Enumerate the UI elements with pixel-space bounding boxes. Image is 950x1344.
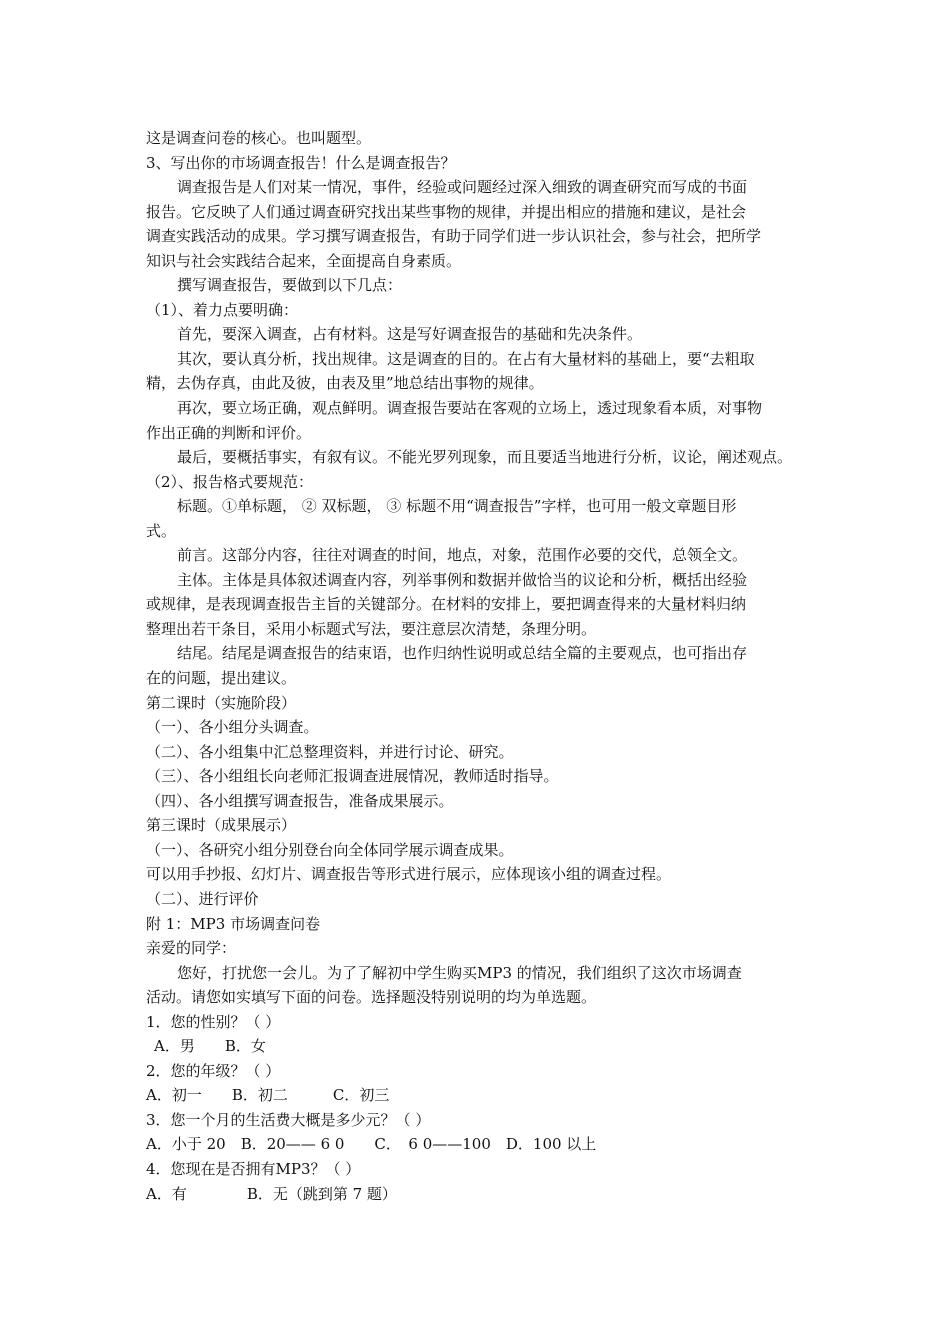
text-line: A．初一 B．初二 C．初三 <box>146 1086 390 1105</box>
text-line: 精，去伪存真，由此及彼，由表及里”地总结出事物的规律。 <box>146 374 544 393</box>
text-line: 前言。这部分内容，往往对调查的时间，地点，对象，范围作必要的交代，总领全文。 <box>177 546 748 565</box>
text-line: 在的问题，提出建议。 <box>146 669 297 688</box>
text-line: 结尾。结尾是调查报告的结束语，也作归纳性说明或总结全篇的主要观点，也可指出存 <box>177 644 748 663</box>
text-line: 报告。它反映了人们通过调查研究找出某些事物的规律，并提出相应的措施和建议，是社会 <box>146 202 747 221</box>
text-line: 或规律，是表现调查报告主旨的关键部分。在材料的安排上，要把调查得来的大量材料归纳 <box>146 595 747 614</box>
text-line: 标题。①单标题， ② 双标题， ③ 标题不用“调查报告”字样，也可用一般文章题目形 <box>177 497 737 516</box>
text-line: 作出正确的判断和评价。 <box>146 423 312 442</box>
text-line: （二）、进行评价 <box>146 889 259 908</box>
text-line: 第二课时（实施阶段） <box>146 693 297 712</box>
text-line: 3．您一个月的生活费大概是多少元？（ ） <box>146 1110 431 1129</box>
text-line: 亲爱的同学： <box>146 939 237 958</box>
text-line: 可以用手抄报、幻灯片、调查报告等形式进行展示，应体现该小组的调查过程。 <box>146 865 672 884</box>
text-line: 附 1：MP3 市场调查问卷 <box>146 914 321 933</box>
text-line: （2）、报告格式要规范： <box>146 472 314 491</box>
text-line: 知识与社会实践结合起来，全面提高自身素质。 <box>146 251 462 270</box>
text-line: 撰写调查报告，要做到以下几点： <box>177 276 403 295</box>
text-line: 再次，要立场正确，观点鲜明。调查报告要站在客观的立场上，透过现象看本质，对事物 <box>177 399 763 418</box>
text-line: 2．您的年级？（ ） <box>146 1061 281 1080</box>
text-line: （二）、各小组集中汇总整理资料，并进行讨论、研究。 <box>146 742 514 761</box>
text-line: 4．您现在是否拥有MP3？（ ） <box>146 1159 361 1178</box>
text-line: 整理出若干条目，采用小标题式写法，要注意层次清楚，条理分明。 <box>146 619 597 638</box>
text-line: （一）、各研究小组分别登台向全体同学展示调查成果。 <box>146 840 514 859</box>
text-line: 活动。请您如实填写下面的问卷。选择题没特别说明的均为单选题。 <box>146 988 597 1007</box>
document-body <box>146 126 822 1206</box>
text-line: A．男 B．女 <box>154 1037 266 1056</box>
text-line: （四）、各小组撰写调查报告，准备成果展示。 <box>146 791 454 810</box>
text-line: 1．您的性别？（ ） <box>146 1012 281 1031</box>
text-line: 式。 <box>146 521 177 540</box>
text-line: （一）、各小组分头调查。 <box>146 718 319 737</box>
text-line: 最后，要概括事实，有叙有议。不能光罗列现象，而且要适当地进行分析，议论，阐述观点。 <box>177 448 793 467</box>
text-line: 您好，打扰您一会儿。为了了解初中学生购买MP3 的情况，我们组织了这次市场调查 <box>177 963 742 982</box>
text-line: （1）、着力点要明确： <box>146 300 299 319</box>
text-line: 主体。主体是具体叙述调查内容，列举事例和数据并做恰当的议论和分析，概括出经验 <box>177 570 748 589</box>
text-line: 第三课时（成果展示） <box>146 816 297 835</box>
text-line: 调查实践活动的成果。学习撰写调查报告，有助于同学们进一步认识社会，参与社会，把所学 <box>146 227 762 246</box>
text-line: 首先，要深入调查，占有材料。这是写好调查报告的基础和先决条件。 <box>177 325 643 344</box>
text-line: 3、写出你的市场调查报告！什么是调查报告？ <box>146 153 456 172</box>
text-line: （三）、各小组组长向老师汇报调查进展情况，教师适时指导。 <box>146 767 559 786</box>
text-line: 调查报告是人们对某一情况，事件，经验或问题经过深入细致的调查研究而写成的书面 <box>177 178 748 197</box>
text-line: 这是调查问卷的核心。也叫题型。 <box>146 129 372 147</box>
text-line: A．有 B．无（跳到第 7 题） <box>146 1184 397 1203</box>
text-line: A．小于 20 B．20—— 6 0 C． 6 0——100 D．100 以上 <box>146 1135 597 1154</box>
text-line: 其次，要认真分析，找出规律。这是调查的目的。在占有大量材料的基础上，要“去粗取 <box>177 349 755 368</box>
